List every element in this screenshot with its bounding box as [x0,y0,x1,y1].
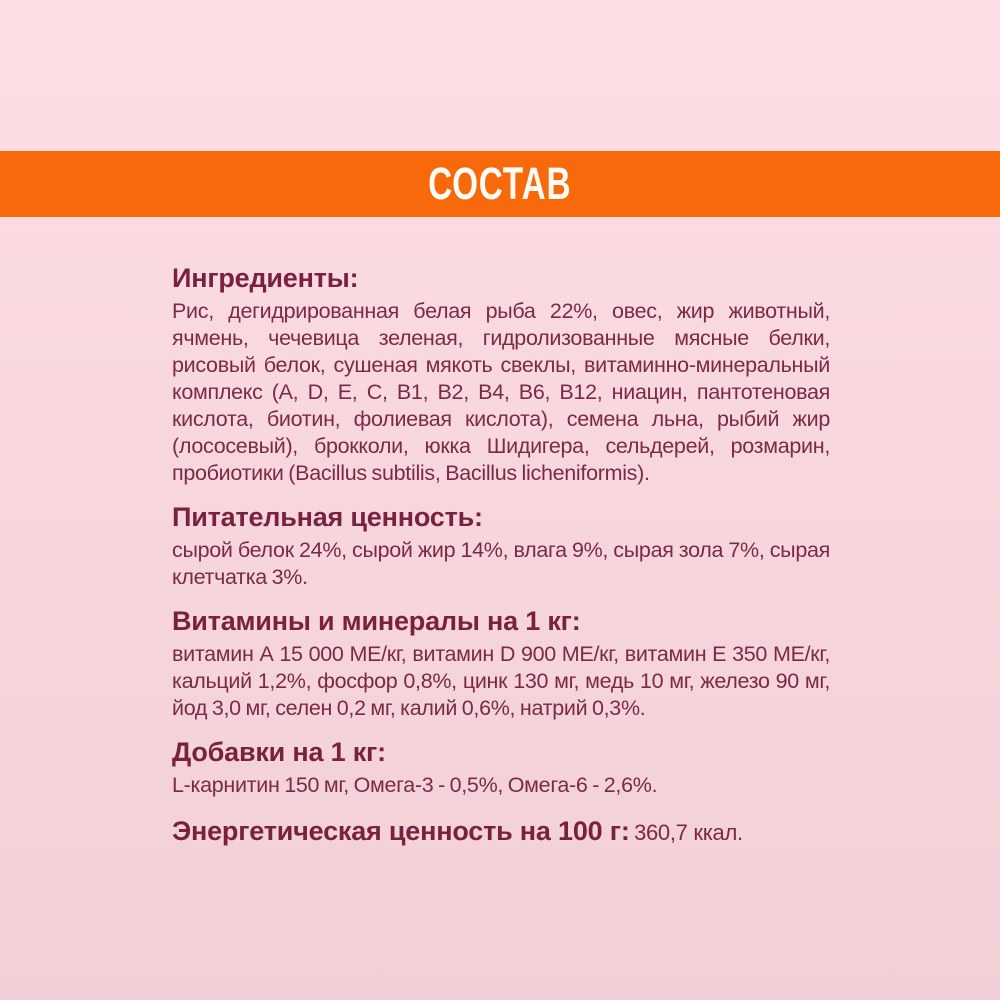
nutritional-value-body: сырой белок 24%, сырой жир 14%, влага 9%, сырая зола 7%, сырая клетчатка 3%. [172,538,830,589]
ingredients-body: Рис, дегидрированная белая рыба 22%, овес, жир животный, ячмень, чечевица зеленая, гидролизованные мясные белки, рисовый белок, сушеная мякоть свеклы, витаминно-минеральный комплекс (A, D, E, C, B1, B2, B4, B6, B12, ниацин, пантотеновая кислота, биотин, фолиевая кислота), семена льна, рыбий жир (лососевый), брокколи, юкка Шидигера, сельдерей, розмарин, пробиотики (Bacillus subtilis, Bacillus licheniformis). [172,299,830,485]
vitamins-minerals-heading: Витамины и минералы на 1 кг: [172,606,581,636]
section-ingredients [172,262,830,487]
content-column [172,262,830,847]
section-nutritional-value [172,501,830,591]
nutritional-value-heading: Питательная ценность: [172,502,483,532]
ingredients-heading: Ингредиенты: [172,263,359,293]
additives-body: L-карнитин 150 мг, Омега-3 - 0,5%, Омега-6 - 2,6%. [172,773,658,797]
energy-value-line [172,816,830,847]
banner-title: СОСТАВ [428,158,572,209]
section-additives [172,736,830,799]
energy-value-amount: 360,7 ккал. [634,820,743,845]
vitamins-minerals-body: витамин А 15 000 МЕ/кг, витамин D 900 МЕ/кг, витамин Е 350 МЕ/кг, кальций 1,2%, фосфор 0,8%, цинк 130 мг, медь 10 мг, железо 90 мг, йод 3,0 мг, селен 0,2 мг, калий 0,6%, натрий 0,3%. [172,642,830,720]
additives-heading: Добавки на 1 кг: [172,737,386,767]
composition-banner [0,151,1000,217]
section-vitamins-minerals [172,605,830,722]
energy-value-heading: Энергетическая ценность на 100 г: [172,816,630,846]
